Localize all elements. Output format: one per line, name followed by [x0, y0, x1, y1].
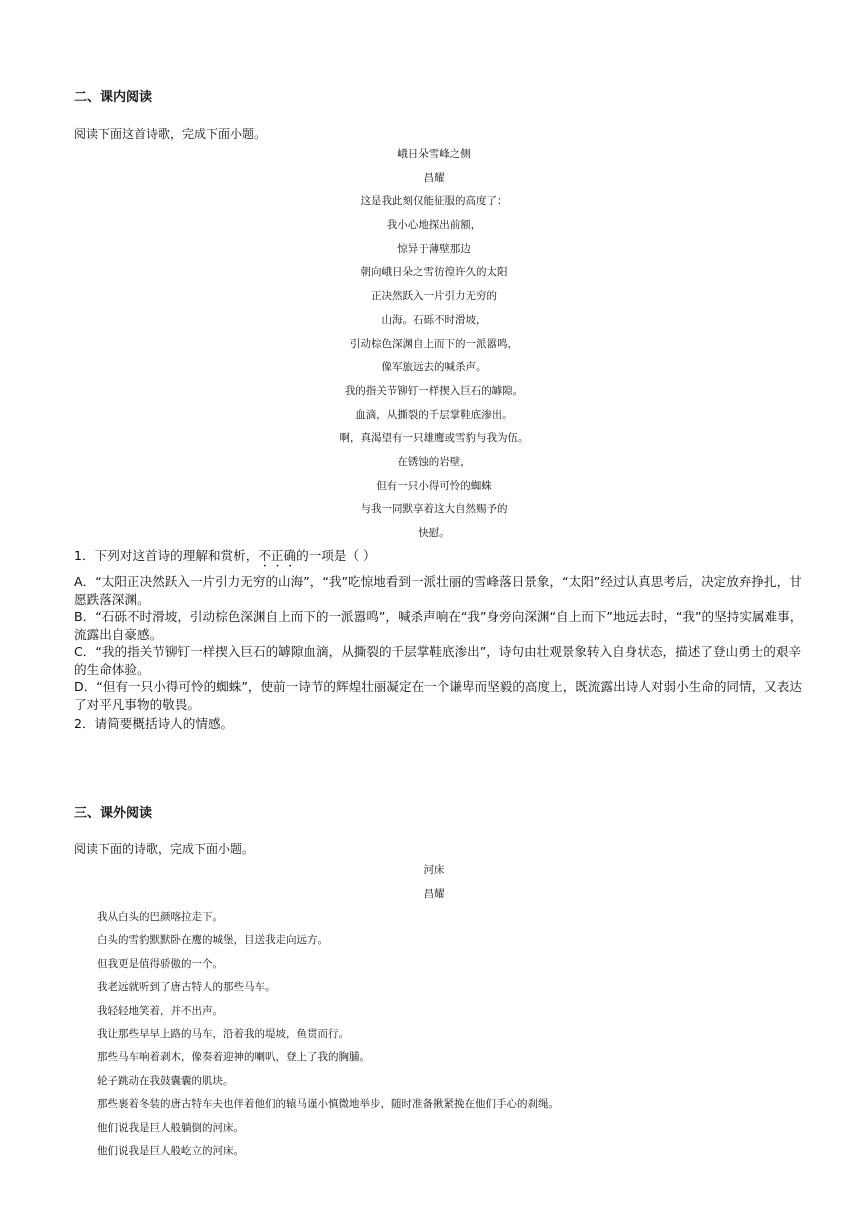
poem-line: 惊异于薄壁那边 — [397, 242, 471, 255]
poem-2-body — [97, 906, 559, 1163]
question-2: 2．请简要概括诗人的情感。 — [74, 716, 234, 731]
poem-line: 他们说我是巨人般屹立的河床。 — [97, 1144, 244, 1157]
poem-line: 但我更是值得骄傲的一个。 — [97, 957, 223, 970]
option-c: C．“我的指关节铆钉一样揳入巨石的罅隙血滴，从撕裂的千层掌鞋底渗出”，诗句由壮观景象转入自身状态，描述了登山勇士的艰辛的生命体验。 — [74, 644, 802, 677]
stem-emphasis: 不正确 — [258, 548, 297, 563]
question-1-stem — [74, 547, 804, 570]
poem-line: 那些马车响着剥木，像奏着迎神的喇叭，登上了我的胸脯。 — [97, 1051, 370, 1064]
stem-text: 的一项是（ ） — [296, 548, 376, 563]
poem-1-author: 昌耀 — [423, 171, 445, 184]
poem-line: 像军旅远去的喊杀声。 — [381, 361, 487, 374]
poem-2-author: 昌耀 — [423, 887, 445, 900]
question-1 — [74, 547, 804, 733]
poem-line: 我小心地探出前额， — [386, 219, 482, 232]
option-d: D．“但有一只小得可怜的蜘蛛”，使前一诗节的辉煌壮丽凝定在一个谦卑而坚毅的高度上，既流露出诗人对弱小生命的同情，又表达了对平凡事物的敬畏。 — [74, 679, 802, 712]
option-a: A．“太阳正决然跃入一片引力无穷的山海”，“我”吃惊地看到一派壮丽的雪峰落日景象，“太阳”经过认真思考后，决定放弃挣扎，甘愿跌落深渊。 — [74, 574, 802, 607]
poem-line: 轮子跳动在我鼓囊囊的肌块。 — [97, 1074, 234, 1087]
section-3-title: 三、课外阅读 — [74, 806, 153, 821]
poem-line: 他们说我是巨人般躺倒的河床。 — [97, 1121, 244, 1134]
poem-line: 正决然跃入一片引力无穷的 — [371, 290, 497, 303]
poem-2-header — [0, 859, 868, 906]
poem-line: 我让那些早早上路的马车，沿着我的堤坡，鱼贯而行。 — [97, 1027, 349, 1040]
option-b: B．“石砾不时滑坡，引动棕色深渊自上而下的一派嚣鸣”，喊杀声响在“我”身旁向深渊“自上而下”地远去时，“我”的坚持实属难事，流露出自豪感。 — [74, 609, 803, 642]
poem-line: 那些裹着冬装的唐古特车夫也伴着他们的辕马谨小慎微地举步，随时准备揪紧挽在他们手心的刹绳。 — [97, 1098, 559, 1111]
poem-line: 我从白头的巴颜喀拉走下。 — [97, 911, 223, 923]
poem-line: 啊，真渴望有一只雄鹰或雪豹与我为伍。 — [339, 432, 529, 445]
poem-line: 我轻轻地笑着，并不出声。 — [97, 1004, 223, 1017]
poem-line: 朝向峨日朵之雪彷徨许久的太阳 — [360, 266, 508, 279]
poem-line: 引动棕色深渊自上而下的一派嚣鸣， — [350, 337, 518, 350]
poem-line: 我老远就听到了唐古特人的那些马车。 — [97, 981, 276, 994]
poem-line: 与我一同默享着这大自然赐予的 — [360, 503, 508, 516]
poem-1 — [0, 143, 868, 546]
poem-line: 这是我此刻仅能征服的高度了： — [360, 195, 508, 208]
poem-1-title: 峨日朵雪峰之侧 — [397, 148, 471, 160]
section-3-intro: 阅读下面的诗歌，完成下面小题。 — [74, 842, 255, 856]
poem-line: 但有一只小得可怜的蜘蛛 — [376, 479, 492, 492]
stem-text: 1．下列对这首诗的理解和赏析， — [74, 548, 259, 563]
poem-line: 在锈蚀的岩壁， — [397, 455, 471, 468]
poem-line: 山海。石砾不时滑坡， — [381, 313, 487, 326]
poem-line: 快慰。 — [418, 527, 450, 539]
section-2-intro: 阅读下面这首诗歌，完成下面小题。 — [74, 127, 267, 141]
poem-line: 血滴，从撕裂的千层掌鞋底渗出。 — [355, 408, 513, 421]
poem-line: 我的指关节铆钉一样揳入巨石的罅隙。 — [344, 384, 524, 397]
poem-2-title: 河床 — [423, 864, 445, 876]
poem-line: 白头的雪豹默默卧在鹰的城堡，目送我走向远方。 — [97, 934, 328, 947]
section-2-title: 二、课内阅读 — [74, 90, 153, 105]
